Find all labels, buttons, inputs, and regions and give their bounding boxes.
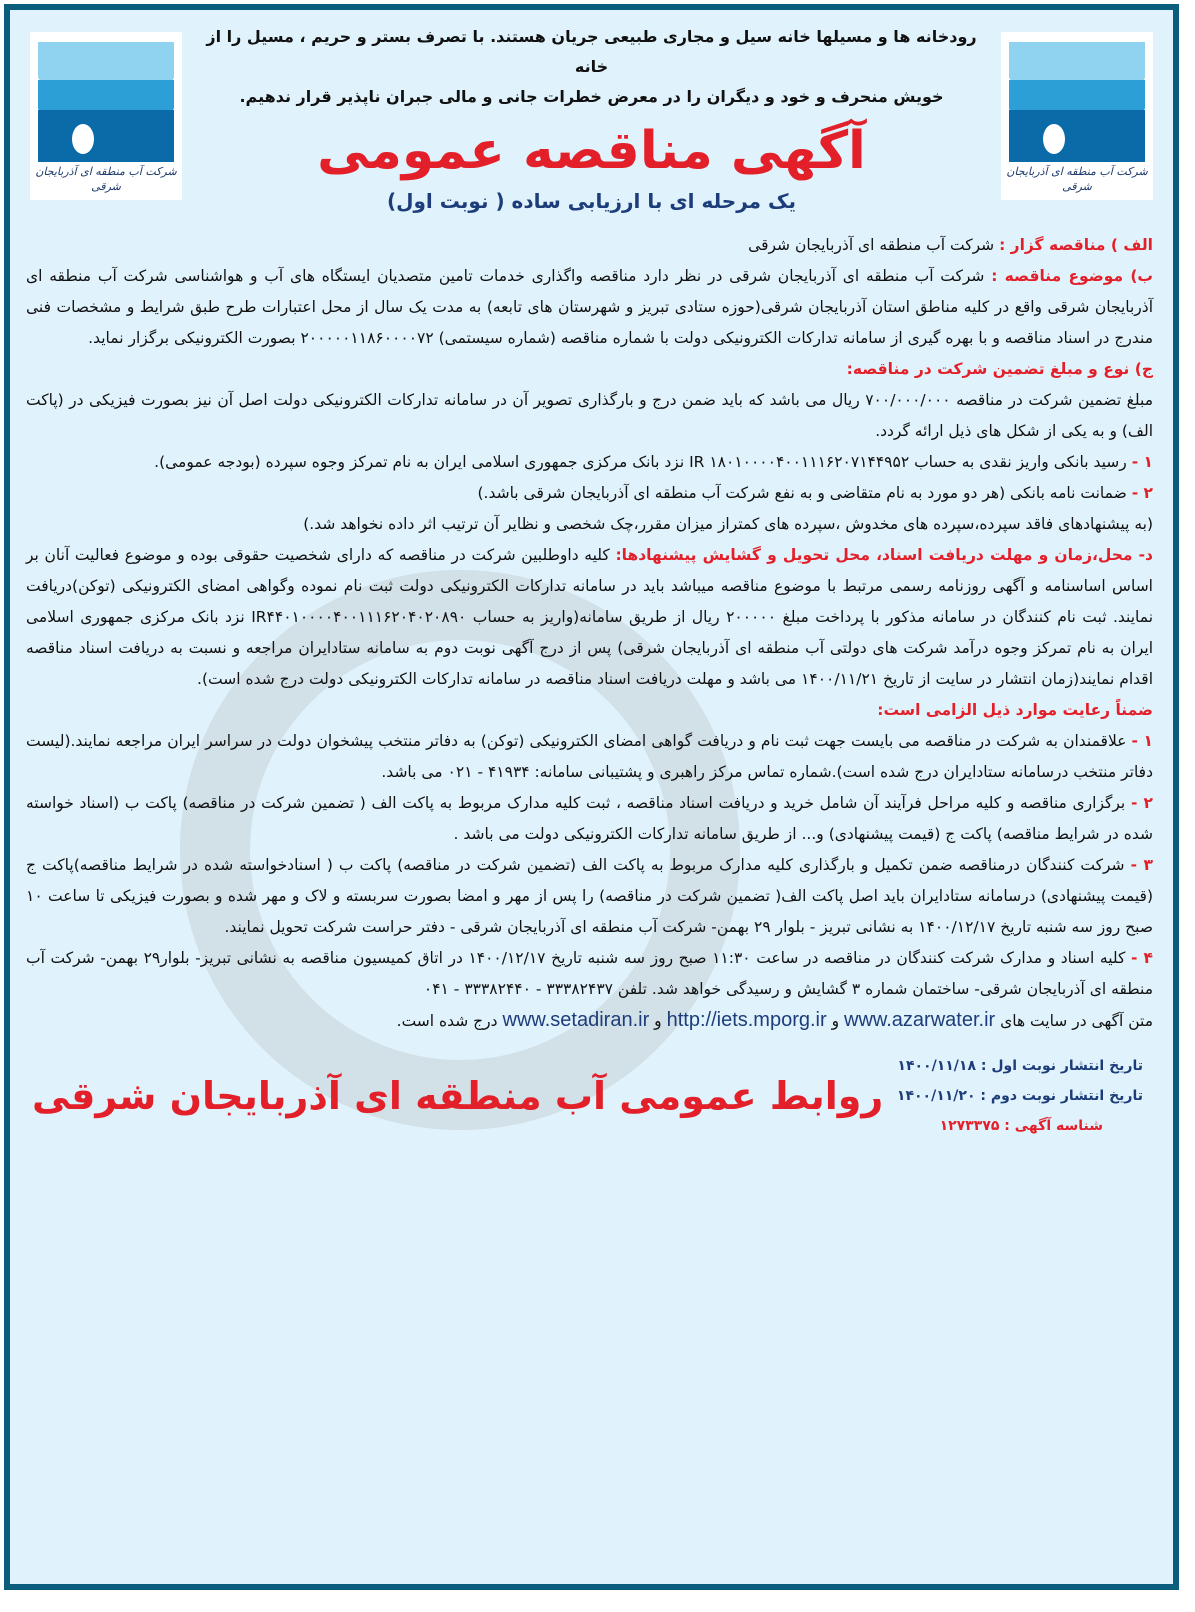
logo-caption: شرکت آب منطقه ای آذربایجان شرقی bbox=[35, 165, 177, 193]
section-text: مبلغ تضمین شرکت در مناقصه ۷۰۰/۰۰۰/۰۰۰ ریال می باشد که باید ضمن درج و بارگذاری تصویر آن در سامانه تدارکات الکترونیکی دولت اصل آن نیز بصورت فیزیکی در (پاکت الف) و به یکی از شکل های ذیل ارائه گردد. bbox=[26, 391, 1153, 440]
list-item: ۲ - ضمانت نامه بانکی (هر دو مورد به نام متقاضی و به نفع شرکت آب منطقه ای آذربایجان شرقی باشد.) bbox=[477, 484, 1153, 502]
section-text: شرکت آب منطقه ای آذربایجان شرقی bbox=[748, 236, 1000, 254]
ad-id: شناسه آگهی : ۱۲۷۳۳۷۵ bbox=[939, 1118, 1103, 1134]
list-item: ۱ - علاقمندان به شرکت در مناقصه می بایست جهت ثبت نام و دریافت گواهی امضای الکترونیکی (توکن) به دفاتر منتخب پیشخوان دولت در سراسر ایران مراجعه نمایند.(لیست دفاتر منتخب درسامانه ستادایران درج شده است).شماره تماس مرکز راهبری و پشتیبانی سامانه: ۴۱۹۳۴ - ۰۲۱ می باشد. bbox=[26, 732, 1153, 781]
section-c-heading: ج) نوع و مبلغ تضمین شرکت در مناقصه: bbox=[846, 360, 1153, 378]
list-item: ۴ - کلیه اسناد و مدارک شرکت کنندگان در مناقصه در ساعت ۱۱:۳۰ صبح روز سه شنبه تاریخ ۱۴۰۰/۱۲/۱۷ در اتاق کمیسیون مناقصه به نشانی تبریز- بلوار۲۹ بهمن- شرکت آب منطقه ای آذربایجان شرقی- ساختمان شماره ۳ گشایش و رسیدگی خواهد شد. تلفن ۳۳۳۸۲۴۳۷ - ۳۳۳۸۲۴۴۰ - ۰۴۱ bbox=[26, 949, 1153, 998]
section-heading: الف ) مناقصه گزار : bbox=[999, 236, 1153, 254]
footer-signature: روابط عمومی آب منطقه ای آذربایجان شرقی bbox=[32, 1074, 884, 1118]
list-item: ۲ - برگزاری مناقصه و کلیه مراحل فرآیند آن شامل خرید و دریافت اسناد مناقصه ، ثبت کلیه مدارک مربوط به پاکت الف ( تضمین شرکت در مناقصه) پاکت ب (اسناد خواسته شده در شرایط مناقصه) پاکت ج (قیمت پیشنهادی) و... از طریق سامانه تدارکات الکترونیکی دولت می باشد . bbox=[26, 794, 1153, 843]
link-iets[interactable]: http://iets.mporg.ir bbox=[666, 1009, 827, 1031]
section-note: (به پیشنهادهای فاقد سپرده،سپرده های مخدوش ،سپرده های کمتراز میزان مقرر،چک شخصی و نظایر آن ترتیب اثر داده نخواهد شد.) bbox=[303, 515, 1153, 533]
notice-body bbox=[26, 230, 1153, 1037]
page-title: آگهی مناقصه عمومی bbox=[317, 121, 866, 181]
logo-caption: شرکت آب منطقه ای آذربایجان شرقی bbox=[1006, 165, 1148, 193]
list-item: ۳ - شرکت کنندگان درمناقصه ضمن تکمیل و بارگذاری کلیه مدارک مربوط به پاکت الف (تضمین شرکت در مناقصه) پاکت ب ( اسنادخواسته شده در شرایط مناقصه)پاکت ج (قیمت پیشنهادی) درسامانه ستادایران باید اصل پاکت الف( تضمین شرکت در مناقصه) را پس از مهر و امضا بصورت سربسته و لاک و مهر شده و بصورت فیزیکی تا ساعت ۱۰ صبح روز سه شنبه تاریخ ۱۴۰۰/۱۲/۱۷ به نشانی تبریز - بلوار ۲۹ بهمن- شرکت آب منطقه ای آذربایجان شرقی - دفتر حراست شرکت تحویل نمایند. bbox=[26, 856, 1153, 936]
tender-notice bbox=[4, 4, 1179, 1590]
section-d bbox=[26, 540, 1153, 695]
link-setadiran[interactable]: www.setadiran.ir bbox=[502, 1009, 650, 1031]
motto-line: خویش منحرف و خود و دیگران را در معرض خطرات جانی و مالی جبران ناپذیر قرار ندهیم. bbox=[239, 87, 944, 106]
section-a bbox=[26, 230, 1153, 261]
link-azarwater[interactable]: www.azarwater.ir bbox=[844, 1009, 996, 1031]
page-subtitle: یک مرحله ای با ارزیابی ساده ( نوبت اول) bbox=[387, 189, 796, 213]
section-text: شرکت آب منطقه ای آذربایجان شرقی در نظر دارد مناقصه واگذاری خدمات تامین متصدیان ایستگاه های آب و هواشناسی شرکت آب منطقه ای آذربایجان شرقی واقع در کلیه مناطق استان آذربایجان شرقی(حوزه ستادی تبریز و شهرستان های تابعه) به مدت یک سال از محل اعتبارات طرح طبق شرایط و مشخصات فنی مندرج در اسناد مناقصه و با بهره گیری از سامانه تدارکات الکترونیکی دولت با شماره مناقصه (شماره سیستمی) ۲۰۰۰۰۰۱۱۸۶۰۰۰۰۷۲ بصورت الکترونیکی برگزار نماید. bbox=[26, 267, 1153, 347]
motto bbox=[200, 22, 983, 112]
section-heading: د- محل،زمان و مهلت دریافت اسناد، محل تحویل و گشایش پیشنهادها: bbox=[615, 546, 1154, 564]
list-item: ۱ - رسید بانکی واریز نقدی به حساب IR ۱۸۰۱۰۰۰۰۴۰۰۱۱۱۶۲۰۷۱۴۴۹۵۲ نزد بانک مرکزی جمهوری اسلامی ایران به نام تمرکز وجوه سپرده (بودجه عمومی). bbox=[154, 453, 1153, 471]
section-e-heading: ضمناً رعایت موارد ذیل الزامی است: bbox=[877, 701, 1153, 719]
notice-bottom bbox=[32, 1051, 1143, 1141]
section-heading: ب) موضوع مناقصه : bbox=[991, 267, 1153, 285]
websites-line: متن آگهی در سایت های www.azarwater.ir و http://iets.mporg.ir و www.setadiran.ir درج شده است. bbox=[396, 1009, 1153, 1031]
section-text: کلیه داوطلبین شرکت در مناقصه که دارای شخصیت حقوقی بوده و موضوع فعالیت آنان بر اساس اساسنامه و آگهی روزنامه رسمی مرتبط با موضوع مناقصه میباشد باید در سامانه تدارکات الکترونیکی دولت ثبت نام نموده وگواهی امضای الکترونیکی (توکن)دریافت نمایند. ثبت نام کنندگان در سامانه مذکور با پرداخت مبلغ ۲۰۰۰۰۰ ریال از طریق سامانه(واریز به حساب IR۴۴۰۱۰۰۰۰۴۰۰۱۱۱۶۲۰۴۰۲۰۸۹۰ نزد بانک مرکزی جمهوری اسلامی ایران به نام تمرکز وجوه درآمد شرکت های دولتی آب منطقه ای آذربایجان شرقی) پس از درج آگهی نوبت دوم به سامانه ستادایران مراجعه و نسبت به دریافت اسناد مناقصه اقدام نمایند(زمان انتشار در سایت از تاریخ ۱۴۰۰/۱۱/۲۱ می باشد و مهلت دریافت اسناد مناقصه در سامانه تدارکات الکترونیکی دولت درج شده است). bbox=[26, 546, 1154, 688]
motto-line: رودخانه ها و مسیلها خانه سیل و مجاری طبیعی جریان هستند. با تصرف بستر و حریم ، مسیل را از خانه bbox=[206, 27, 977, 76]
second-publication-date: تاریخ انتشار نوبت دوم : ۱۴۰۰/۱۱/۲۰ bbox=[896, 1088, 1143, 1104]
first-publication-date: تاریخ انتشار نوبت اول : ۱۴۰۰/۱۱/۱۸ bbox=[897, 1058, 1143, 1074]
section-b bbox=[26, 261, 1153, 354]
notice-header bbox=[10, 10, 1173, 224]
publication-dates bbox=[897, 1051, 1143, 1141]
